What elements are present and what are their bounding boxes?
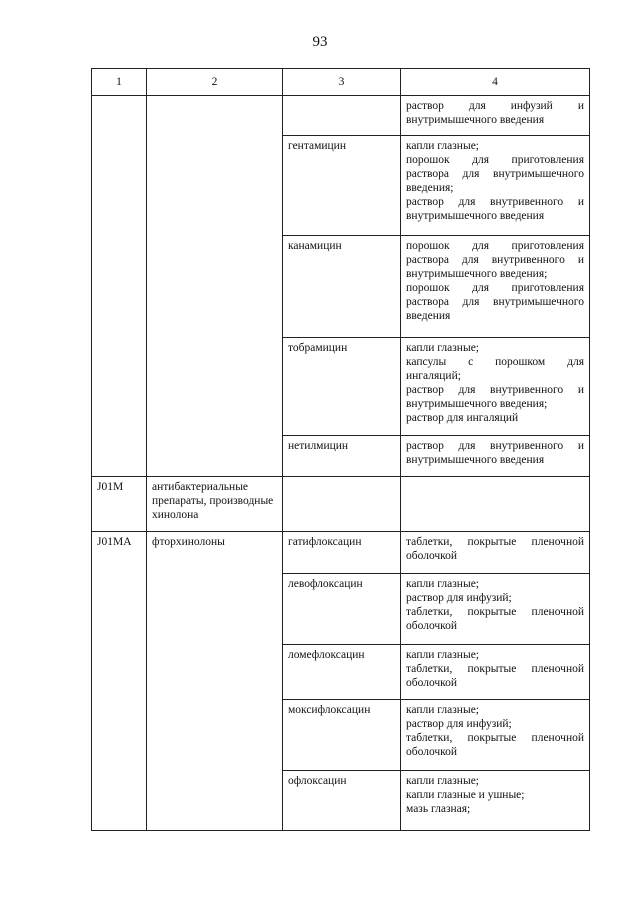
header-col-3: 3 [283, 69, 401, 96]
forms-cell [401, 574, 590, 645]
table-row [92, 96, 590, 136]
form-line: раствор для инфузий; [406, 592, 512, 604]
drug-cell: моксифлоксацин [283, 700, 401, 771]
form-line: капли глазные; [406, 775, 479, 787]
drug-cell [283, 96, 401, 136]
form-line: раствор для инфузий и внутримышечного введения [406, 100, 584, 126]
form-line: капсулы с порошком для ингаляций; [406, 356, 584, 382]
form-line: капли глазные и ушные; [406, 789, 525, 801]
form-line: порошок для приготовления раствора для внутримышечного введения; [406, 154, 584, 194]
page-number: 93 [312, 34, 328, 50]
table-row [92, 477, 590, 532]
form-line: раствор для ингаляций [406, 412, 519, 424]
drug-cell: левофлоксацин [283, 574, 401, 645]
forms-cell [401, 532, 590, 574]
form-line: капли глазные; [406, 578, 479, 590]
drug-table [91, 68, 590, 831]
form-line: мазь глазная; [406, 803, 471, 815]
form-line: таблетки, покрытые пленочной оболочкой [406, 606, 584, 632]
form-line: раствор для инфузий; [406, 718, 512, 730]
code-cell: J01M [92, 477, 147, 532]
table-row [92, 532, 590, 574]
form-line: порошок для приготовления раствора для внутривенного и внутримышечного введения; [406, 240, 584, 280]
form-line: капли глазные; [406, 649, 479, 661]
forms-cell [401, 771, 590, 831]
forms-cell [401, 136, 590, 236]
drug-cell: гентамицин [283, 136, 401, 236]
drug-cell: офлоксацин [283, 771, 401, 831]
group-cell [147, 96, 283, 477]
form-line: таблетки, покрытые пленочной оболочкой [406, 732, 584, 758]
forms-cell [401, 645, 590, 700]
group-cell: антибактериальные препараты, производные хинолона [147, 477, 283, 532]
drug-cell: тобрамицин [283, 338, 401, 436]
form-line: раствор для внутривенного и внутримышечного введения [406, 196, 584, 222]
forms-cell [401, 338, 590, 436]
form-line: таблетки, покрытые пленочной оболочкой [406, 536, 584, 562]
header-col-2: 2 [147, 69, 283, 96]
header-col-4: 4 [401, 69, 590, 96]
form-line: капли глазные; [406, 704, 479, 716]
group-cell: фторхинолоны [147, 532, 283, 831]
form-line: капли глазные; [406, 342, 479, 354]
drug-cell: нетилмицин [283, 436, 401, 477]
forms-cell [401, 96, 590, 136]
header-col-1: 1 [92, 69, 147, 96]
form-line: раствор для внутривенного и внутримышечного введения [406, 440, 584, 466]
drug-cell [283, 477, 401, 532]
forms-cell [401, 236, 590, 338]
code-cell [92, 96, 147, 477]
form-line: таблетки, покрытые пленочной оболочкой [406, 663, 584, 689]
drug-cell: канамицин [283, 236, 401, 338]
forms-cell [401, 436, 590, 477]
drug-cell: гатифлоксацин [283, 532, 401, 574]
form-line: раствор для внутривенного и внутримышечного введения; [406, 384, 584, 410]
header-row [92, 69, 590, 96]
forms-cell [401, 700, 590, 771]
form-line: порошок для приготовления раствора для внутримышечного введения [406, 282, 584, 322]
forms-cell [401, 477, 590, 532]
code-cell: J01MA [92, 532, 147, 831]
drug-cell: ломефлоксацин [283, 645, 401, 700]
form-line: капли глазные; [406, 140, 479, 152]
